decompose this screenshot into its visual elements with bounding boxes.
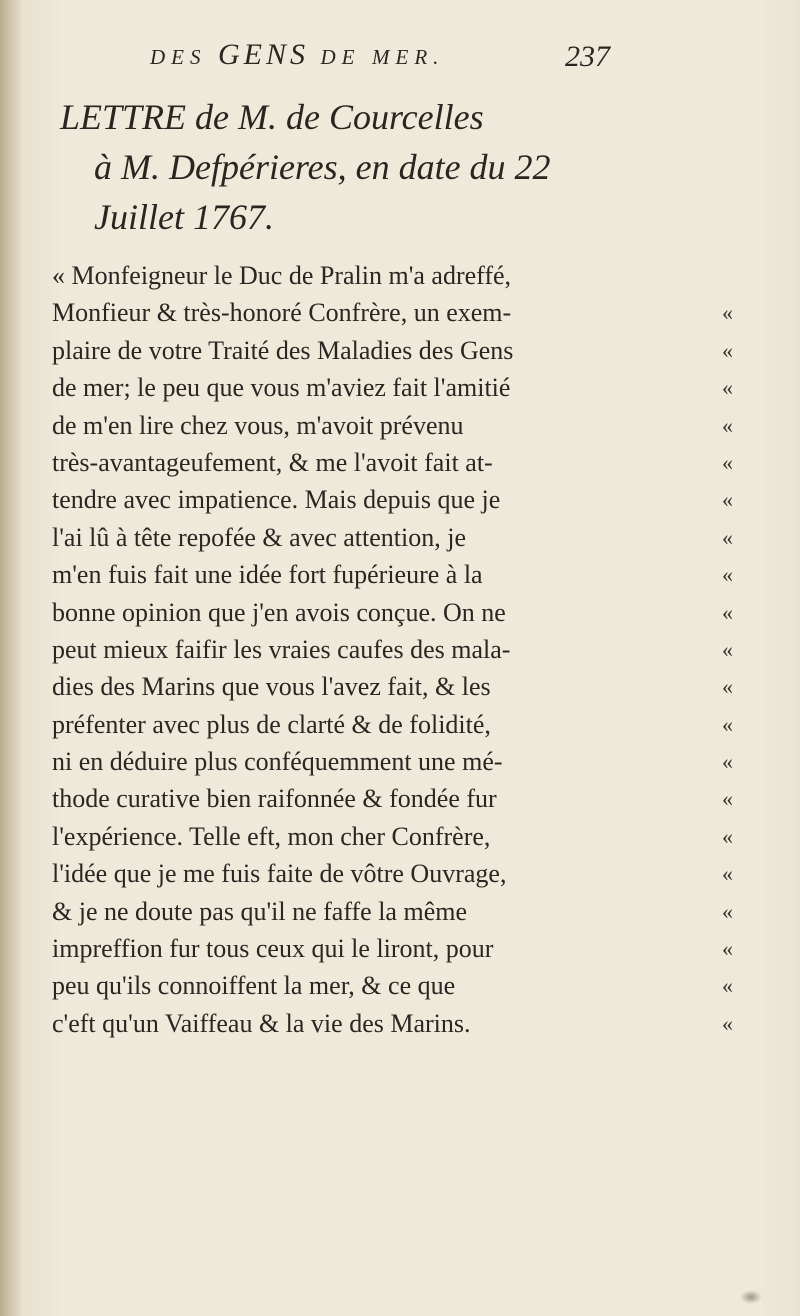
quote-mark: « [722,562,733,588]
line-text: c'eft qu'un Vaiffeau & la vie des Marins. [52,1008,471,1038]
line-text: de mer; le peu que vous m'aviez fait l'amitié [52,373,511,403]
line-text: impreffion fur tous ceux qui le liront, pour [52,934,494,964]
running-head-word-des: DES [150,45,207,69]
quote-mark: « [722,973,733,999]
line-text: plaire de votre Traité des Maladies des Gens [52,335,514,365]
line-text: l'ai lû à tête repofée & avec attention, je [52,522,466,552]
running-head-word-de: DE [320,45,361,69]
quote-mark: « [722,487,733,513]
line-text: thode curative bien raifonnée & fondée fur [52,784,497,814]
letter-heading [60,92,750,242]
quote-mark: « [722,412,733,438]
text-line [52,294,752,331]
line-text: tendre avec impatience. Mais depuis que je [52,485,501,515]
line-text: très-avantageufement, & me l'avoit fait at- [52,447,493,477]
quote-mark: « [722,375,733,401]
line-text: & je ne doute pas qu'il ne faffe la même [52,896,467,926]
quote-mark: « [722,749,733,775]
page-number: 237 [565,40,610,73]
text-line [52,706,752,743]
quote-mark: « [722,711,733,737]
ink-smudge [740,1290,762,1304]
quote-mark: « [722,936,733,962]
quote-mark: « [722,599,733,625]
running-head-word-gens: GENS [218,38,309,71]
page-gutter-shadow [0,0,22,1316]
text-line [52,332,752,369]
text-line [52,257,752,294]
text-line [52,444,752,481]
text-line [52,369,752,406]
line-text: peut mieux faifir les vraies caufes des mala- [52,634,511,664]
text-line [52,668,752,705]
quote-mark: « [722,337,733,363]
heading-line-2: à M. Defpérieres, en date du 22 [94,147,551,187]
text-line [52,780,752,817]
running-head [150,38,570,72]
quote-mark: « [722,449,733,475]
text-line [52,930,752,967]
line-text: l'expérience. Telle eft, mon cher Confrère, [52,821,491,851]
text-line [52,818,752,855]
line-text: de m'en lire chez vous, m'avoit prévenu [52,410,464,440]
text-line [52,967,752,1004]
text-line [52,743,752,780]
line-text: préfenter avec plus de clarté & de folidité, [52,709,491,739]
line-text: dies des Marins que vous l'avez fait, & les [52,672,491,702]
line-text: bonne opinion que j'en avois conçue. On ne [52,597,506,627]
quote-mark: « [722,636,733,662]
line-text: « Monfeigneur le Duc de Pralin m'a adreffé, [52,261,512,290]
text-line [52,407,752,444]
line-text: m'en fuis fait une idée fort fupérieure à la [52,560,483,590]
line-text: peu qu'ils connoiffent la mer, & ce que [52,971,456,1001]
letter-body [52,257,752,1042]
quote-mark: « [722,861,733,887]
heading-line-1: LETTRE de M. de Courcelles [60,97,484,137]
quote-mark: « [722,300,733,326]
quote-mark: « [722,674,733,700]
text-line [52,594,752,631]
line-text: ni en déduire plus conféquemment une mé- [52,747,503,777]
line-text: l'idée que je me fuis faite de vôtre Ouvrage, [52,859,507,889]
line-text: Monfieur & très-honoré Confrère, un exem- [52,298,512,328]
quote-mark: « [722,823,733,849]
text-line [52,893,752,930]
text-line [52,556,752,593]
text-line [52,855,752,892]
quote-mark: « [722,524,733,550]
text-line [52,519,752,556]
text-line [52,631,752,668]
running-head-word-mer: MER. [372,45,445,69]
quote-mark: « [722,1010,733,1036]
text-line [52,1005,752,1042]
quote-mark: « [722,898,733,924]
text-line [52,481,752,518]
quote-mark: « [722,786,733,812]
heading-line-3: Juillet 1767. [94,197,274,237]
